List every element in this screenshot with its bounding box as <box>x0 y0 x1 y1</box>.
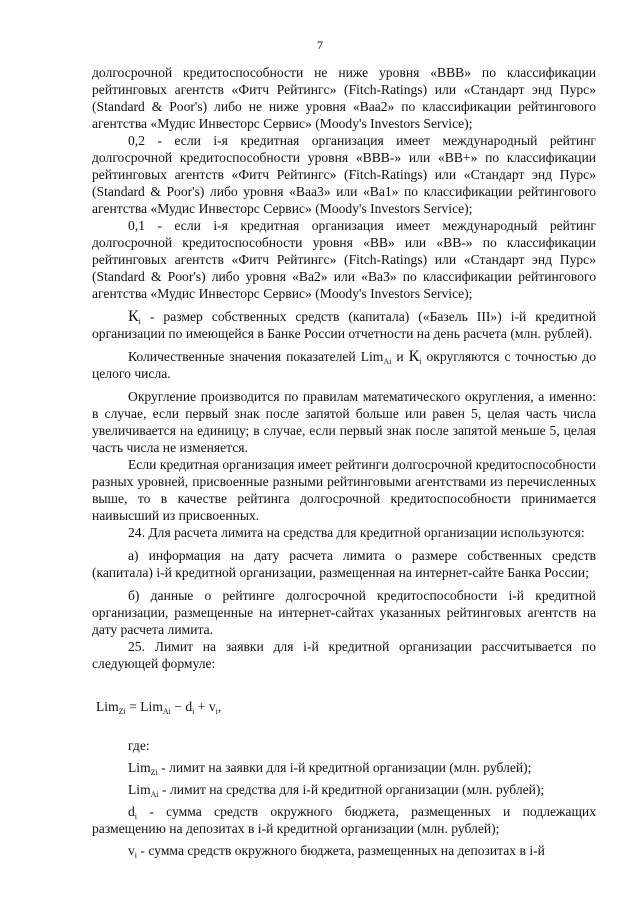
paragraph-rounding <box>92 348 596 382</box>
formula-subscript: Zi <box>118 707 126 716</box>
math-symbol: d <box>128 804 135 819</box>
paragraph: 0,2 - если i-я кредитная организация имеет международный рейтинг долгосрочной кредитоспособности уровня «BBB-» или «BB+» по классификации рейтинговых агентств «Фитч Рейтингс» (Fitch-Ratings) или «Стандарт энд Пурс» (Standard & Poor's) либо уровня «Baa3» или «Ba1» по классификации рейтингового агентства «Мудис Инвесторс Сервис» (Moody's Investors Service); <box>92 133 596 216</box>
formula-operator: + <box>194 699 209 714</box>
formula-term: d <box>185 699 193 714</box>
math-subscript: i <box>134 812 138 821</box>
math-symbol: К <box>128 308 139 325</box>
definition-text: - сумма средств окружного бюджета, размещенных и подлежащих размещению на депозитах в i-й кредитной организации (млн. рублей); <box>92 804 596 836</box>
math-subscript: Zi <box>150 768 158 777</box>
definition-v <box>92 842 596 859</box>
formula-punctuation: , <box>217 699 222 714</box>
formula <box>92 698 596 715</box>
math-subscript: Ai <box>383 357 392 366</box>
math-subscript: i <box>134 851 138 860</box>
paragraph: долгосрочной кредитоспособности не ниже уровня «BBB» по классификации рейтинговых агентств «Фитч Рейтингс» (Fitch-Ratings) или «Стандарт энд Пурс» (Standard & Poor's) либо не ниже уровня «Baa2» по классификации рейтингового агентства «Мудис Инвесторс Сервис» (Moody's Investors Service); <box>92 65 596 131</box>
definition-text: - лимит на заявки для i-й кредитной организации (млн. рублей); <box>157 760 532 775</box>
paragraph: 24. Для расчета лимита на средства для кредитной организации используются: <box>128 525 585 540</box>
paragraph-text: и <box>391 349 409 364</box>
formula-term: Lim <box>140 699 163 714</box>
page-number: 7 <box>317 38 323 52</box>
math-subscript: i <box>138 317 141 326</box>
paragraph-text: округляются с точностью до целого числа. <box>92 349 596 381</box>
math-symbol: Lim <box>128 760 151 775</box>
math-symbol: Lim <box>128 782 151 797</box>
definition-text: - сумма средств окружного бюджета, размещенных на депозитах в i-й <box>137 843 545 858</box>
formula-term: v <box>208 699 216 714</box>
math-symbol: Lim <box>360 349 384 364</box>
definition-lim-z <box>92 759 596 776</box>
definition-text: - лимит на средства для i-й кредитной организации (млн. рублей); <box>158 782 545 797</box>
paragraph: Округление производится по правилам математического округления, а именно: в случае, если первый знак после запятой больше или равен 5, целая часть числа увеличивается на единицу; в случае, если первый знак после запятой меньше 5, целая часть числа не изменяется. <box>92 389 596 455</box>
paragraph: Если кредитная организация имеет рейтинги долгосрочной кредитоспособности разных уровней, присвоенные разными рейтинговыми агентствами из перечисленных выше, то в качестве рейтинга долгосрочной кредитоспособности принимается наивысший из присвоенных. <box>92 457 596 523</box>
definition-d <box>92 803 596 837</box>
math-subscript: i <box>419 357 422 366</box>
paragraph-k-definition <box>92 308 596 342</box>
formula-operator: = <box>125 699 141 714</box>
paragraph: б) данные о рейтинге долгосрочной кредитоспособности i-й кредитной организации, размещенные на интернет-сайтах указанных рейтинговых агентств на дату расчета лимита. <box>92 588 596 637</box>
math-symbol: v <box>128 843 135 858</box>
formula-subscript: i <box>192 707 195 716</box>
math-subscript: Ai <box>150 790 159 799</box>
paragraph-text: Количественные значения показателей <box>128 349 361 364</box>
paragraph: 25. Лимит на заявки для i-й кредитной организации рассчитывается по следующей формуле: <box>92 639 596 671</box>
definition-lim-a <box>92 781 596 798</box>
paragraph: а) информация на дату расчета лимита о размере собственных средств (капитала) i-й кредитной организации, размещенная на интернет-сайте Банка России; <box>92 548 596 580</box>
formula-operator: − <box>170 699 186 714</box>
paragraph-text: - размер собственных средств (капитала) («Базель III») i-й кредитной организации по имеющейся в Банке России отчетности на день расчета (млн. рублей). <box>92 309 596 341</box>
math-symbol: К <box>408 348 420 365</box>
paragraph: 0,1 - если i-я кредитная организация имеет международный рейтинг долгосрочной кредитоспособности уровня «BB» или «BB-» по классификации рейтинговых агентств «Фитч Рейтингс» (Fitch-Ratings) или «Стандарт энд Пурс» (Standard & Poor's) либо уровня «Ba2» или «Ba3» по классификации рейтингового агентства «Мудис Инвесторс Сервис» (Moody's Investors Service); <box>92 218 596 301</box>
where-label: где: <box>128 738 150 753</box>
formula-subscript: Ai <box>162 707 171 716</box>
formula-subscript: i <box>215 707 218 716</box>
document-body <box>92 64 596 859</box>
formula-term: Lim <box>96 699 119 714</box>
